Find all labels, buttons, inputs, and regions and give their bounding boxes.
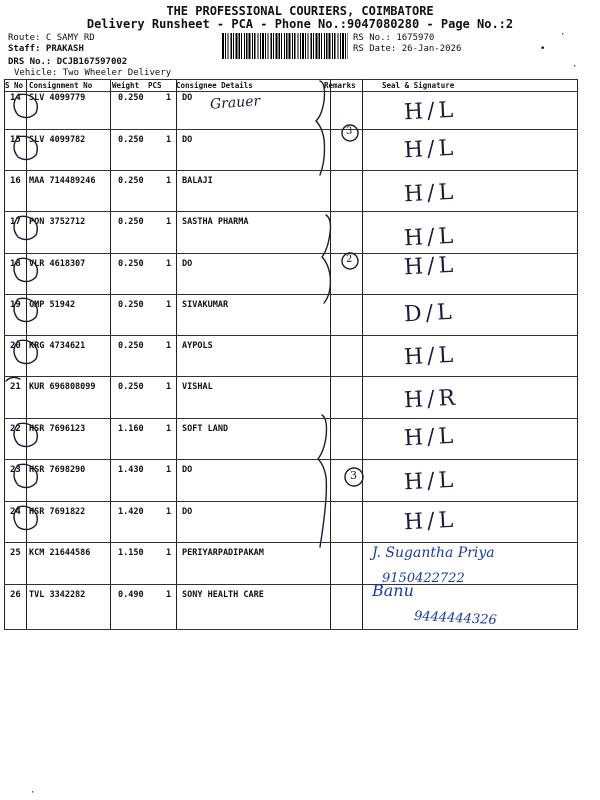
row-weight: 0.250 [118, 382, 144, 392]
row-pcs: 1 [166, 135, 172, 145]
row-consignment: HSR 7696123 [29, 424, 86, 434]
row-pcs: 1 [166, 507, 172, 517]
col-header-pcs: PCS [148, 81, 162, 90]
row-pcs: 1 [166, 465, 172, 475]
row-consignee: DO [182, 465, 193, 475]
row-pcs: 1 [166, 300, 172, 310]
row-signature: H/L [403, 179, 458, 208]
row-consignment: HSR 7691822 [29, 507, 86, 517]
row-consignment: SLV 4099782 [29, 135, 86, 145]
row-pcs: 1 [166, 259, 172, 269]
route-label: Route: C SAMY RD [8, 33, 95, 43]
row-sno: 15 [10, 135, 21, 145]
row-weight: 0.250 [118, 217, 144, 227]
row-weight: 0.250 [118, 300, 144, 310]
row-consignee: DO [182, 259, 193, 269]
drs-number: DRS No.: DCJB167597002 [8, 57, 128, 67]
page-subtitle: Delivery Runsheet - PCA - Phone No.:9047080280 - Page No.:2 [86, 17, 514, 31]
row-pcs: 1 [166, 176, 172, 186]
scan-mark: · [560, 30, 566, 40]
row-weight: 0.250 [118, 135, 144, 145]
grauer-note: Grauer [209, 93, 261, 113]
receiver-phone-1: 9150422722 [382, 571, 465, 586]
remarks-count-3: 3 [350, 469, 357, 482]
page-title: THE PROFESSIONAL COURIERS, COIMBATORE [166, 4, 434, 18]
row-sno: 26 [10, 590, 21, 600]
row-signature: H/R [403, 385, 460, 414]
row-pcs: 1 [166, 341, 172, 351]
col-header-weight: Weight [112, 81, 140, 90]
row-consignment: SLV 4099779 [29, 93, 86, 103]
runsheet-table [4, 79, 578, 629]
row-consignee: VISHAL [182, 382, 213, 392]
row-pcs: 1 [166, 548, 172, 558]
row-signature: H/L [403, 342, 458, 371]
row-pcs: 1 [166, 424, 172, 434]
row-pcs: 1 [166, 382, 172, 392]
row-signature: H/L [403, 423, 458, 452]
row-sno: 22 [10, 424, 21, 434]
row-consignment: KRG 4734621 [29, 341, 86, 351]
row-consignment: VLR 4618307 [29, 259, 86, 269]
row-sno: 17 [10, 217, 21, 227]
row-consignee: PERIYARPADIPAKAM [182, 548, 264, 558]
row-sno: 14 [10, 93, 21, 103]
row-weight: 0.250 [118, 259, 144, 269]
row-sno: 20 [10, 341, 21, 351]
row-signature: H/L [403, 97, 458, 126]
row-consignment: KCM 21644586 [29, 548, 91, 558]
row-signature: H/L [403, 135, 458, 164]
row-consignment: GMP 51942 [29, 300, 76, 310]
remarks-handwriting [4, 79, 578, 629]
row-signature: J. Sugantha Priya [372, 545, 495, 561]
col-header-sno: S No [5, 81, 24, 90]
row-sno: 25 [10, 548, 21, 558]
row-consignee: DO [182, 93, 193, 103]
staff-label: Staff: PRAKASH [8, 44, 84, 54]
row-signature: Banu [372, 581, 414, 600]
row-weight: 0.250 [118, 341, 144, 351]
row-weight: 1.150 [118, 548, 144, 558]
row-sno: 18 [10, 259, 21, 269]
remarks-count-1: 3 [346, 126, 353, 137]
row-pcs: 1 [166, 93, 172, 103]
col-header-seal: Seal & Signature [382, 81, 455, 90]
row-consignment: MAA 714489246 [29, 176, 96, 186]
row-consignee: SASTHA PHARMA [182, 217, 249, 227]
row-signature: H/L [403, 507, 458, 536]
rs-number: RS No.: 1675970 [353, 33, 435, 43]
row-pcs: 1 [166, 590, 172, 600]
row-signature: D/L [403, 299, 457, 328]
row-consignee: SOFT LAND [182, 424, 229, 434]
barcode-image [222, 33, 348, 59]
remarks-count-2: 2 [346, 254, 353, 265]
rs-date: RS Date: 26-Jan-2026 [353, 44, 462, 54]
row-weight: 1.160 [118, 424, 144, 434]
row-consignment: KUR 696808099 [29, 382, 96, 392]
row-consignment: HSR 7698290 [29, 465, 86, 475]
row-consignee: SONY HEALTH CARE [182, 590, 264, 600]
row-weight: 1.430 [118, 465, 144, 475]
row-consignee: BALAJI [182, 176, 213, 186]
row-consignment: TVL 3342282 [29, 590, 86, 600]
col-header-consignee: Consignee Details [176, 81, 253, 90]
scan-mark: • [540, 44, 546, 54]
receiver-phone-2: 9444444326 [413, 608, 498, 629]
scan-mark: · [30, 788, 36, 798]
row-sno: 19 [10, 300, 21, 310]
col-header-remarks: Remarks [324, 81, 356, 90]
row-weight: 0.250 [118, 176, 144, 186]
row-consignee: DO [182, 135, 193, 145]
row-sno: 21 [10, 382, 21, 392]
row-weight: 0.250 [118, 93, 144, 103]
row-signature: H/L [403, 467, 458, 496]
row-pcs: 1 [166, 217, 172, 227]
row-signature: H/L [403, 223, 458, 252]
row-weight: 1.420 [118, 507, 144, 517]
vehicle-label: Vehicle: Two Wheeler Delivery [14, 68, 172, 78]
row-consignee: SIVAKUMAR [182, 300, 229, 310]
row-consignment: PON 3752712 [29, 217, 86, 227]
row-sno: 23 [10, 465, 21, 475]
row-sno: 16 [10, 176, 21, 186]
table-border-bottom [4, 629, 578, 630]
scan-mark: · [572, 62, 578, 72]
row-consignee: DO [182, 507, 193, 517]
row-consignee: AYPOLS [182, 341, 213, 351]
row-sno: 24 [10, 507, 21, 517]
col-header-consignment: Consignment No [29, 81, 93, 90]
row-weight: 0.490 [118, 590, 144, 600]
row-signature: H/L [403, 252, 458, 281]
